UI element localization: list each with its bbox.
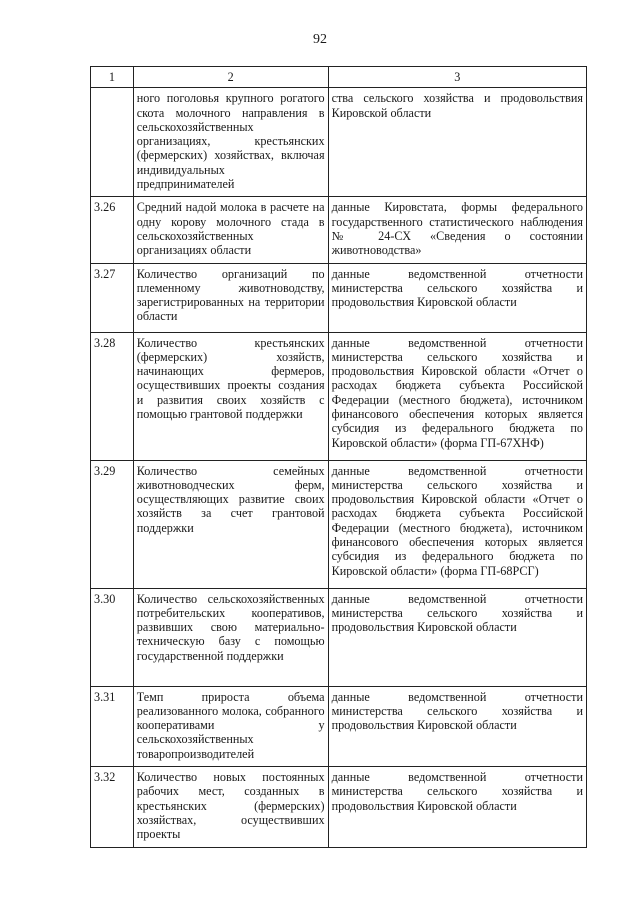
table-row	[91, 767, 587, 847]
source-cell: данные ведомственной отчетности министерства сельского хозяйства и продовольствия Кировской области «Отчет о расходах бюджета субъекта Российской Федерации (местного бюджета), источником финансового обеспечения которых является субсидия из федерального бюджета по Кировской области» (форма ГП-67ХНФ)	[328, 332, 586, 460]
table-header-row	[91, 67, 587, 88]
indicator-cell: Темп прироста объема реализованного молока, собранного кооперативами у сельскохозяйственных товаропроизводителей	[133, 686, 328, 766]
table-row	[91, 88, 587, 197]
table-row	[91, 460, 587, 588]
indicator-cell: Количество сельскохозяйственных потребительских кооперативов, развивших свою материально-техническую базу с помощью государственной поддержки	[133, 588, 328, 686]
table-row	[91, 197, 587, 263]
source-cell: данные Кировстата, формы федерального государственного статистического наблюдения № 24-СХ «Сведения о состоянии животноводства»	[328, 197, 586, 263]
row-number: 3.26	[91, 197, 134, 263]
table-row	[91, 263, 587, 332]
indicator-cell: ного поголовья крупного рогатого скота молочного направления в сельскохозяйственных организациях, крестьянских (фермерских) хозяйствах, включая индивидуальных предпринимателей	[133, 88, 328, 197]
indicator-cell: Средний надой молока в расчете на одну корову молочного стада в сельскохозяйственных организациях области	[133, 197, 328, 263]
column-header-2: 2	[133, 67, 328, 88]
indicator-cell: Количество организаций по племенному животноводству, зарегистрированных на территории области	[133, 263, 328, 332]
source-cell: данные ведомственной отчетности министерства сельского хозяйства и продовольствия Кировской области	[328, 686, 586, 766]
indicator-cell: Количество семейных животноводческих ферм, осуществляющих развитие своих хозяйств за счет грантовой поддержки	[133, 460, 328, 588]
column-header-1: 1	[91, 67, 134, 88]
row-number: 3.31	[91, 686, 134, 766]
row-number: 3.27	[91, 263, 134, 332]
page-number: 92	[313, 32, 327, 47]
source-cell: данные ведомственной отчетности министерства сельского хозяйства и продовольствия Кировской области	[328, 767, 586, 847]
source-cell: данные ведомственной отчетности министерства сельского хозяйства и продовольствия Кировской области	[328, 588, 586, 686]
row-number	[91, 88, 134, 197]
row-number: 3.29	[91, 460, 134, 588]
row-number: 3.30	[91, 588, 134, 686]
source-cell: данные ведомственной отчетности министерства сельского хозяйства и продовольствия Кировской области «Отчет о расходах бюджета субъекта Российской Федерации (местного бюджета), источником финансового обеспечения которых является субсидия из федерального бюджета по Кировской области» (форма ГП-68РСГ)	[328, 460, 586, 588]
table-row	[91, 686, 587, 766]
indicator-cell: Количество новых постоянных рабочих мест, созданных в крестьянских (фермерских) хозяйствах, осуществивших проекты	[133, 767, 328, 847]
indicators-table	[90, 66, 587, 848]
table-row	[91, 332, 587, 460]
row-number: 3.28	[91, 332, 134, 460]
source-cell: ства сельского хозяйства и продовольствия Кировской области	[328, 88, 586, 197]
table-row	[91, 588, 587, 686]
source-cell: данные ведомственной отчетности министерства сельского хозяйства и продовольствия Кировской области	[328, 263, 586, 332]
column-header-3: 3	[328, 67, 586, 88]
row-number: 3.32	[91, 767, 134, 847]
indicator-cell: Количество крестьянских (фермерских) хозяйств, начинающих фермеров, осуществивших проекты создания и развития своих хозяйств с помощью грантовой поддержки	[133, 332, 328, 460]
